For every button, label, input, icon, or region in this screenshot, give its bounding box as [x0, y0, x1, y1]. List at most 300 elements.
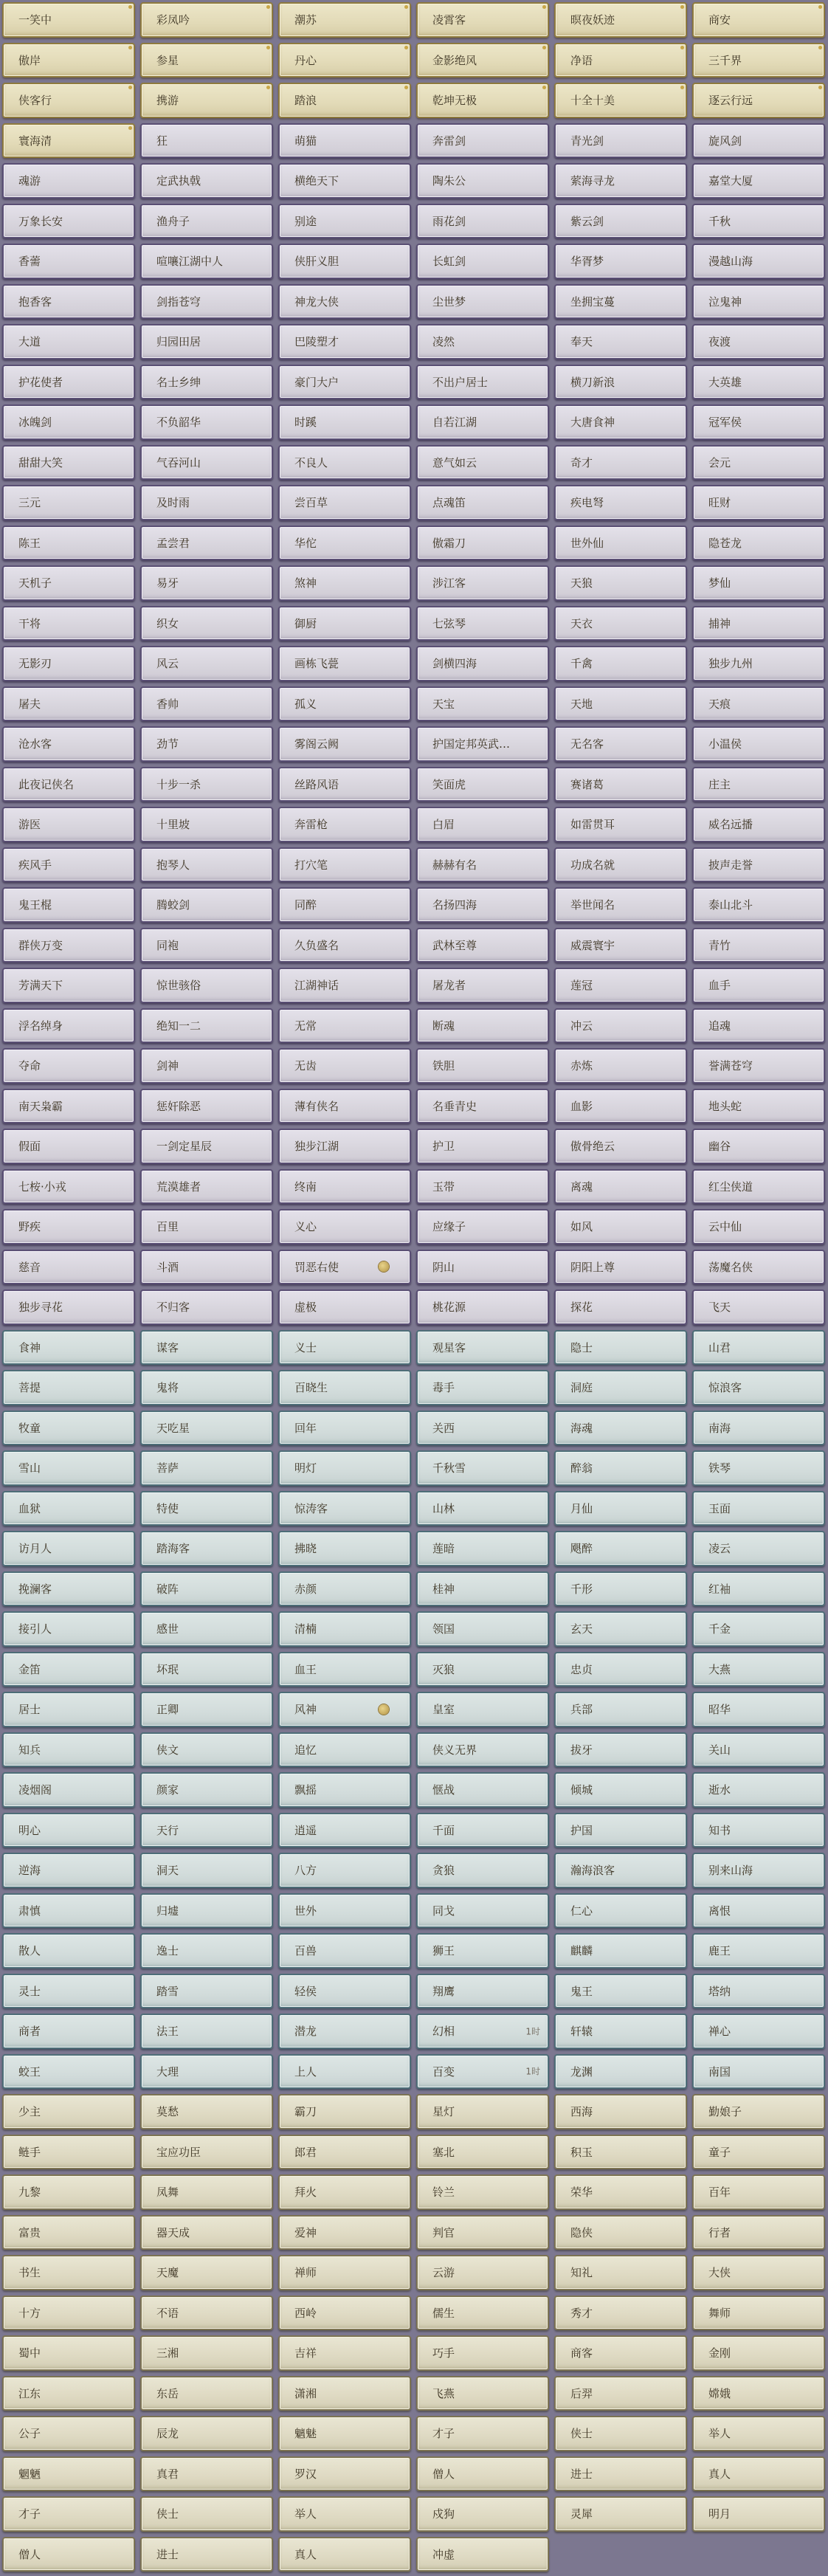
- title-cell[interactable]: [2, 2174, 135, 2210]
- title-cell[interactable]: [416, 1611, 549, 1647]
- title-cell[interactable]: [692, 726, 825, 762]
- title-cell[interactable]: [692, 445, 825, 481]
- title-cell[interactable]: [278, 284, 411, 320]
- title-cell[interactable]: [554, 565, 687, 601]
- title-cell[interactable]: [140, 485, 273, 520]
- title-cell[interactable]: [2, 646, 135, 681]
- title-cell[interactable]: [278, 1169, 411, 1205]
- title-cell[interactable]: [2, 807, 135, 842]
- title-cell[interactable]: [2, 2135, 135, 2170]
- title-cell[interactable]: [416, 2, 549, 38]
- title-cell[interactable]: [2, 1008, 135, 1044]
- title-cell[interactable]: [140, 2496, 273, 2532]
- title-cell[interactable]: [554, 1652, 687, 1687]
- title-cell[interactable]: [278, 2, 411, 38]
- title-cell[interactable]: [692, 807, 825, 842]
- title-cell[interactable]: [2, 83, 135, 118]
- title-cell[interactable]: [692, 2296, 825, 2331]
- title-cell[interactable]: [416, 646, 549, 681]
- title-cell[interactable]: [2, 565, 135, 601]
- title-cell[interactable]: [140, 2335, 273, 2371]
- title-cell[interactable]: [692, 204, 825, 239]
- title-cell[interactable]: [416, 123, 549, 159]
- title-cell[interactable]: [416, 204, 549, 239]
- title-cell[interactable]: [140, 1933, 273, 1969]
- title-cell[interactable]: [554, 1048, 687, 1084]
- title-cell[interactable]: [140, 606, 273, 641]
- title-cell[interactable]: [416, 2014, 549, 2049]
- title-cell[interactable]: [554, 324, 687, 359]
- title-cell[interactable]: [554, 1450, 687, 1486]
- title-cell[interactable]: [554, 1491, 687, 1526]
- title-cell[interactable]: [2, 928, 135, 963]
- title-cell[interactable]: [554, 2416, 687, 2451]
- title-cell[interactable]: [278, 2014, 411, 2049]
- title-cell[interactable]: [278, 1250, 411, 1285]
- title-cell[interactable]: [416, 1008, 549, 1044]
- title-cell[interactable]: [554, 244, 687, 279]
- title-cell[interactable]: [2, 2054, 135, 2090]
- title-cell[interactable]: [140, 1772, 273, 1808]
- title-cell[interactable]: [692, 485, 825, 520]
- title-cell[interactable]: [2, 1289, 135, 1325]
- title-cell[interactable]: [278, 445, 411, 481]
- title-cell[interactable]: [140, 526, 273, 561]
- title-cell[interactable]: [692, 1571, 825, 1607]
- title-cell[interactable]: [2, 968, 135, 1003]
- title-cell[interactable]: [278, 83, 411, 118]
- title-cell[interactable]: [416, 726, 549, 762]
- title-cell[interactable]: [140, 1411, 273, 1446]
- title-cell[interactable]: [140, 2094, 273, 2129]
- title-cell[interactable]: [416, 2416, 549, 2451]
- title-cell[interactable]: [692, 1692, 825, 1727]
- title-cell[interactable]: [554, 1813, 687, 1848]
- title-cell[interactable]: [140, 1169, 273, 1205]
- title-cell[interactable]: [140, 1652, 273, 1687]
- title-cell[interactable]: [140, 2, 273, 38]
- title-cell[interactable]: [2, 767, 135, 802]
- title-cell[interactable]: [140, 1048, 273, 1084]
- title-cell[interactable]: [140, 163, 273, 199]
- title-cell[interactable]: [2, 1129, 135, 1164]
- title-cell[interactable]: [278, 807, 411, 842]
- title-cell[interactable]: [278, 1048, 411, 1084]
- title-cell[interactable]: [554, 2255, 687, 2290]
- title-cell[interactable]: [140, 2135, 273, 2170]
- title-cell[interactable]: [554, 1209, 687, 1244]
- title-cell[interactable]: [416, 2094, 549, 2129]
- title-cell[interactable]: [2, 1370, 135, 1405]
- title-cell[interactable]: [140, 2255, 273, 2290]
- title-cell[interactable]: [554, 485, 687, 520]
- title-cell[interactable]: [416, 1289, 549, 1325]
- title-cell[interactable]: [692, 2054, 825, 2090]
- title-cell[interactable]: [140, 807, 273, 842]
- title-cell[interactable]: [554, 1772, 687, 1808]
- title-cell[interactable]: [416, 404, 549, 440]
- title-cell[interactable]: [692, 2255, 825, 2290]
- title-cell[interactable]: [416, 1933, 549, 1969]
- title-cell[interactable]: [278, 163, 411, 199]
- title-cell[interactable]: [692, 2215, 825, 2250]
- title-cell[interactable]: [2, 2376, 135, 2411]
- title-cell[interactable]: [140, 1571, 273, 1607]
- title-cell[interactable]: [2, 1893, 135, 1929]
- title-cell[interactable]: [2, 1853, 135, 1888]
- title-cell[interactable]: [2, 1209, 135, 1244]
- title-cell[interactable]: [554, 2094, 687, 2129]
- title-cell[interactable]: [140, 2215, 273, 2250]
- title-cell[interactable]: [2, 1330, 135, 1366]
- title-cell[interactable]: [416, 43, 549, 78]
- title-cell[interactable]: [416, 887, 549, 923]
- title-cell[interactable]: [2, 163, 135, 199]
- title-cell[interactable]: [692, 1974, 825, 2009]
- title-cell[interactable]: [278, 485, 411, 520]
- title-cell[interactable]: [416, 2174, 549, 2210]
- title-cell[interactable]: [416, 2496, 549, 2532]
- title-cell[interactable]: [692, 1531, 825, 1566]
- title-cell[interactable]: [692, 2335, 825, 2371]
- title-cell[interactable]: [416, 686, 549, 722]
- title-cell[interactable]: [2, 2416, 135, 2451]
- title-cell[interactable]: [692, 2416, 825, 2451]
- title-cell[interactable]: [140, 404, 273, 440]
- title-cell[interactable]: [2, 404, 135, 440]
- title-cell[interactable]: [416, 163, 549, 199]
- title-cell[interactable]: [2, 1611, 135, 1647]
- title-cell[interactable]: [416, 1370, 549, 1405]
- title-cell[interactable]: [416, 83, 549, 118]
- title-cell[interactable]: [278, 968, 411, 1003]
- title-cell[interactable]: [2, 847, 135, 883]
- title-cell[interactable]: [692, 1933, 825, 1969]
- title-cell[interactable]: [416, 606, 549, 641]
- title-cell[interactable]: [140, 2537, 273, 2572]
- title-cell[interactable]: [416, 2335, 549, 2371]
- title-cell[interactable]: [692, 2135, 825, 2170]
- title-cell[interactable]: [416, 1772, 549, 1808]
- title-cell[interactable]: [278, 1732, 411, 1768]
- title-cell[interactable]: [140, 2296, 273, 2331]
- title-cell[interactable]: [278, 43, 411, 78]
- title-cell[interactable]: [2, 2496, 135, 2532]
- title-cell[interactable]: [140, 1893, 273, 1929]
- title-cell[interactable]: [278, 526, 411, 561]
- title-cell[interactable]: [2, 1531, 135, 1566]
- title-cell[interactable]: [140, 1692, 273, 1727]
- title-cell[interactable]: [554, 2174, 687, 2210]
- title-cell[interactable]: [692, 1893, 825, 1929]
- title-cell[interactable]: [554, 2054, 687, 2090]
- title-cell[interactable]: [692, 83, 825, 118]
- title-cell[interactable]: [416, 1169, 549, 1205]
- title-cell[interactable]: [140, 1008, 273, 1044]
- title-cell[interactable]: [2, 2, 135, 38]
- title-cell[interactable]: [2, 204, 135, 239]
- title-cell[interactable]: [140, 244, 273, 279]
- title-cell[interactable]: [416, 244, 549, 279]
- title-cell[interactable]: [278, 1531, 411, 1566]
- title-cell[interactable]: [2, 1652, 135, 1687]
- title-cell[interactable]: [140, 1611, 273, 1647]
- title-cell[interactable]: [692, 1772, 825, 1808]
- title-cell[interactable]: [140, 1531, 273, 1566]
- title-cell[interactable]: [278, 1491, 411, 1526]
- title-cell[interactable]: [2, 2537, 135, 2572]
- title-cell[interactable]: [554, 1692, 687, 1727]
- title-cell[interactable]: [278, 123, 411, 159]
- title-cell[interactable]: [554, 686, 687, 722]
- title-cell[interactable]: [278, 2496, 411, 2532]
- title-cell[interactable]: [554, 445, 687, 481]
- title-cell[interactable]: [278, 565, 411, 601]
- title-cell[interactable]: [278, 2537, 411, 2572]
- title-cell[interactable]: [554, 646, 687, 681]
- title-cell[interactable]: [2, 284, 135, 320]
- title-cell[interactable]: [2, 1089, 135, 1124]
- title-cell[interactable]: [416, 1411, 549, 1446]
- title-cell[interactable]: [692, 1370, 825, 1405]
- title-cell[interactable]: [278, 646, 411, 681]
- title-cell[interactable]: [2, 2014, 135, 2049]
- title-cell[interactable]: [2, 726, 135, 762]
- title-cell[interactable]: [278, 1411, 411, 1446]
- title-cell[interactable]: [278, 2135, 411, 2170]
- title-cell[interactable]: [2, 526, 135, 561]
- title-cell[interactable]: [2, 1450, 135, 1486]
- title-cell[interactable]: [416, 767, 549, 802]
- title-cell[interactable]: [416, 2054, 549, 2090]
- title-cell[interactable]: [554, 43, 687, 78]
- title-cell[interactable]: [140, 1370, 273, 1405]
- title-cell[interactable]: [692, 686, 825, 722]
- title-cell[interactable]: [416, 1692, 549, 1727]
- title-cell[interactable]: [278, 204, 411, 239]
- title-cell[interactable]: [140, 365, 273, 400]
- title-cell[interactable]: [2, 2335, 135, 2371]
- title-cell[interactable]: [416, 2215, 549, 2250]
- title-cell[interactable]: [692, 1289, 825, 1325]
- title-cell[interactable]: [140, 123, 273, 159]
- title-cell[interactable]: [2, 43, 135, 78]
- title-cell[interactable]: [140, 565, 273, 601]
- title-cell[interactable]: [554, 928, 687, 963]
- title-cell[interactable]: [416, 2376, 549, 2411]
- title-cell[interactable]: [416, 1974, 549, 2009]
- title-cell[interactable]: [2, 606, 135, 641]
- title-cell[interactable]: [140, 284, 273, 320]
- title-cell[interactable]: [554, 1411, 687, 1446]
- title-cell[interactable]: [416, 1652, 549, 1687]
- title-cell[interactable]: [554, 1370, 687, 1405]
- title-cell[interactable]: [140, 887, 273, 923]
- title-cell[interactable]: [554, 83, 687, 118]
- title-cell[interactable]: [554, 1571, 687, 1607]
- title-cell[interactable]: [278, 1571, 411, 1607]
- title-cell[interactable]: [278, 2215, 411, 2250]
- title-cell[interactable]: [692, 1611, 825, 1647]
- title-cell[interactable]: [2, 887, 135, 923]
- title-cell[interactable]: [278, 2335, 411, 2371]
- title-cell[interactable]: [416, 324, 549, 359]
- title-cell[interactable]: [140, 1250, 273, 1285]
- title-cell[interactable]: [2, 1732, 135, 1768]
- title-cell[interactable]: [416, 968, 549, 1003]
- title-cell[interactable]: [692, 847, 825, 883]
- title-cell[interactable]: [278, 365, 411, 400]
- title-cell[interactable]: [2, 123, 135, 159]
- title-cell[interactable]: [278, 1370, 411, 1405]
- title-cell[interactable]: [2, 485, 135, 520]
- title-cell[interactable]: [140, 726, 273, 762]
- title-cell[interactable]: [278, 2456, 411, 2492]
- title-cell[interactable]: [140, 2014, 273, 2049]
- title-cell[interactable]: [140, 2456, 273, 2492]
- title-cell[interactable]: [692, 1048, 825, 1084]
- title-cell[interactable]: [692, 1411, 825, 1446]
- title-cell[interactable]: [692, 404, 825, 440]
- title-cell[interactable]: [554, 365, 687, 400]
- title-cell[interactable]: [554, 887, 687, 923]
- title-cell[interactable]: [416, 807, 549, 842]
- title-cell[interactable]: [692, 1491, 825, 1526]
- title-cell[interactable]: [554, 1853, 687, 1888]
- title-cell[interactable]: [416, 485, 549, 520]
- title-cell[interactable]: [416, 1129, 549, 1164]
- title-cell[interactable]: [416, 1330, 549, 1366]
- title-cell[interactable]: [278, 1893, 411, 1929]
- title-cell[interactable]: [140, 646, 273, 681]
- title-cell[interactable]: [2, 1692, 135, 1727]
- title-cell[interactable]: [2, 1571, 135, 1607]
- title-cell[interactable]: [2, 1974, 135, 2009]
- title-cell[interactable]: [2, 1813, 135, 1848]
- title-cell[interactable]: [692, 2496, 825, 2532]
- title-cell[interactable]: [554, 1289, 687, 1325]
- title-cell[interactable]: [692, 163, 825, 199]
- title-cell[interactable]: [2, 2255, 135, 2290]
- title-cell[interactable]: [692, 526, 825, 561]
- title-cell[interactable]: [278, 1450, 411, 1486]
- title-cell[interactable]: [416, 1732, 549, 1768]
- title-cell[interactable]: [416, 365, 549, 400]
- title-cell[interactable]: [554, 1008, 687, 1044]
- title-cell[interactable]: [2, 324, 135, 359]
- title-cell[interactable]: [278, 2255, 411, 2290]
- title-cell[interactable]: [278, 1209, 411, 1244]
- title-cell[interactable]: [554, 2456, 687, 2492]
- title-cell[interactable]: [554, 284, 687, 320]
- title-cell[interactable]: [2, 2094, 135, 2129]
- title-cell[interactable]: [554, 2135, 687, 2170]
- title-cell[interactable]: [278, 686, 411, 722]
- title-cell[interactable]: [278, 244, 411, 279]
- title-cell[interactable]: [140, 1813, 273, 1848]
- title-cell[interactable]: [554, 1732, 687, 1768]
- title-cell[interactable]: [278, 2296, 411, 2331]
- title-cell[interactable]: [278, 1853, 411, 1888]
- title-cell[interactable]: [278, 2416, 411, 2451]
- title-cell[interactable]: [554, 526, 687, 561]
- title-cell[interactable]: [278, 928, 411, 963]
- title-cell[interactable]: [140, 1450, 273, 1486]
- title-cell[interactable]: [278, 2174, 411, 2210]
- title-cell[interactable]: [278, 1652, 411, 1687]
- title-cell[interactable]: [278, 1692, 411, 1727]
- title-cell[interactable]: [692, 43, 825, 78]
- title-cell[interactable]: [2, 1169, 135, 1205]
- title-cell[interactable]: [692, 1169, 825, 1205]
- title-cell[interactable]: [416, 1893, 549, 1929]
- title-cell[interactable]: [140, 2054, 273, 2090]
- title-cell[interactable]: [2, 1933, 135, 1969]
- title-cell[interactable]: [554, 1611, 687, 1647]
- title-cell[interactable]: [278, 2054, 411, 2090]
- title-cell[interactable]: [554, 204, 687, 239]
- title-cell[interactable]: [278, 1129, 411, 1164]
- title-cell[interactable]: [554, 2, 687, 38]
- title-cell[interactable]: [692, 1250, 825, 1285]
- title-cell[interactable]: [554, 2376, 687, 2411]
- title-cell[interactable]: [554, 123, 687, 159]
- title-cell[interactable]: [692, 2014, 825, 2049]
- title-cell[interactable]: [140, 767, 273, 802]
- title-cell[interactable]: [278, 767, 411, 802]
- title-cell[interactable]: [2, 1491, 135, 1526]
- title-cell[interactable]: [2, 686, 135, 722]
- title-cell[interactable]: [692, 968, 825, 1003]
- title-cell[interactable]: [692, 1732, 825, 1768]
- title-cell[interactable]: [554, 404, 687, 440]
- title-cell[interactable]: [416, 2135, 549, 2170]
- title-cell[interactable]: [416, 2456, 549, 2492]
- title-cell[interactable]: [416, 2296, 549, 2331]
- title-cell[interactable]: [278, 1772, 411, 1808]
- title-cell[interactable]: [554, 606, 687, 641]
- title-cell[interactable]: [554, 2296, 687, 2331]
- title-cell[interactable]: [278, 2094, 411, 2129]
- title-cell[interactable]: [140, 1289, 273, 1325]
- title-cell[interactable]: [140, 1853, 273, 1888]
- title-cell[interactable]: [692, 1008, 825, 1044]
- title-cell[interactable]: [554, 1330, 687, 1366]
- title-cell[interactable]: [2, 1048, 135, 1084]
- title-cell[interactable]: [692, 1089, 825, 1124]
- title-cell[interactable]: [278, 324, 411, 359]
- title-cell[interactable]: [2, 2215, 135, 2250]
- title-cell[interactable]: [692, 2094, 825, 2129]
- title-cell[interactable]: [140, 1129, 273, 1164]
- title-cell[interactable]: [2, 1250, 135, 1285]
- title-cell[interactable]: [140, 847, 273, 883]
- title-cell[interactable]: [416, 1571, 549, 1607]
- title-cell[interactable]: [692, 1330, 825, 1366]
- title-cell[interactable]: [278, 1330, 411, 1366]
- title-cell[interactable]: [554, 1933, 687, 1969]
- title-cell[interactable]: [554, 847, 687, 883]
- title-cell[interactable]: [278, 1089, 411, 1124]
- title-cell[interactable]: [554, 1974, 687, 2009]
- title-cell[interactable]: [554, 1169, 687, 1205]
- title-cell[interactable]: [554, 807, 687, 842]
- title-cell[interactable]: [554, 1129, 687, 1164]
- title-cell[interactable]: [2, 2456, 135, 2492]
- title-cell[interactable]: [554, 968, 687, 1003]
- title-cell[interactable]: [692, 1853, 825, 1888]
- title-cell[interactable]: [140, 1330, 273, 1366]
